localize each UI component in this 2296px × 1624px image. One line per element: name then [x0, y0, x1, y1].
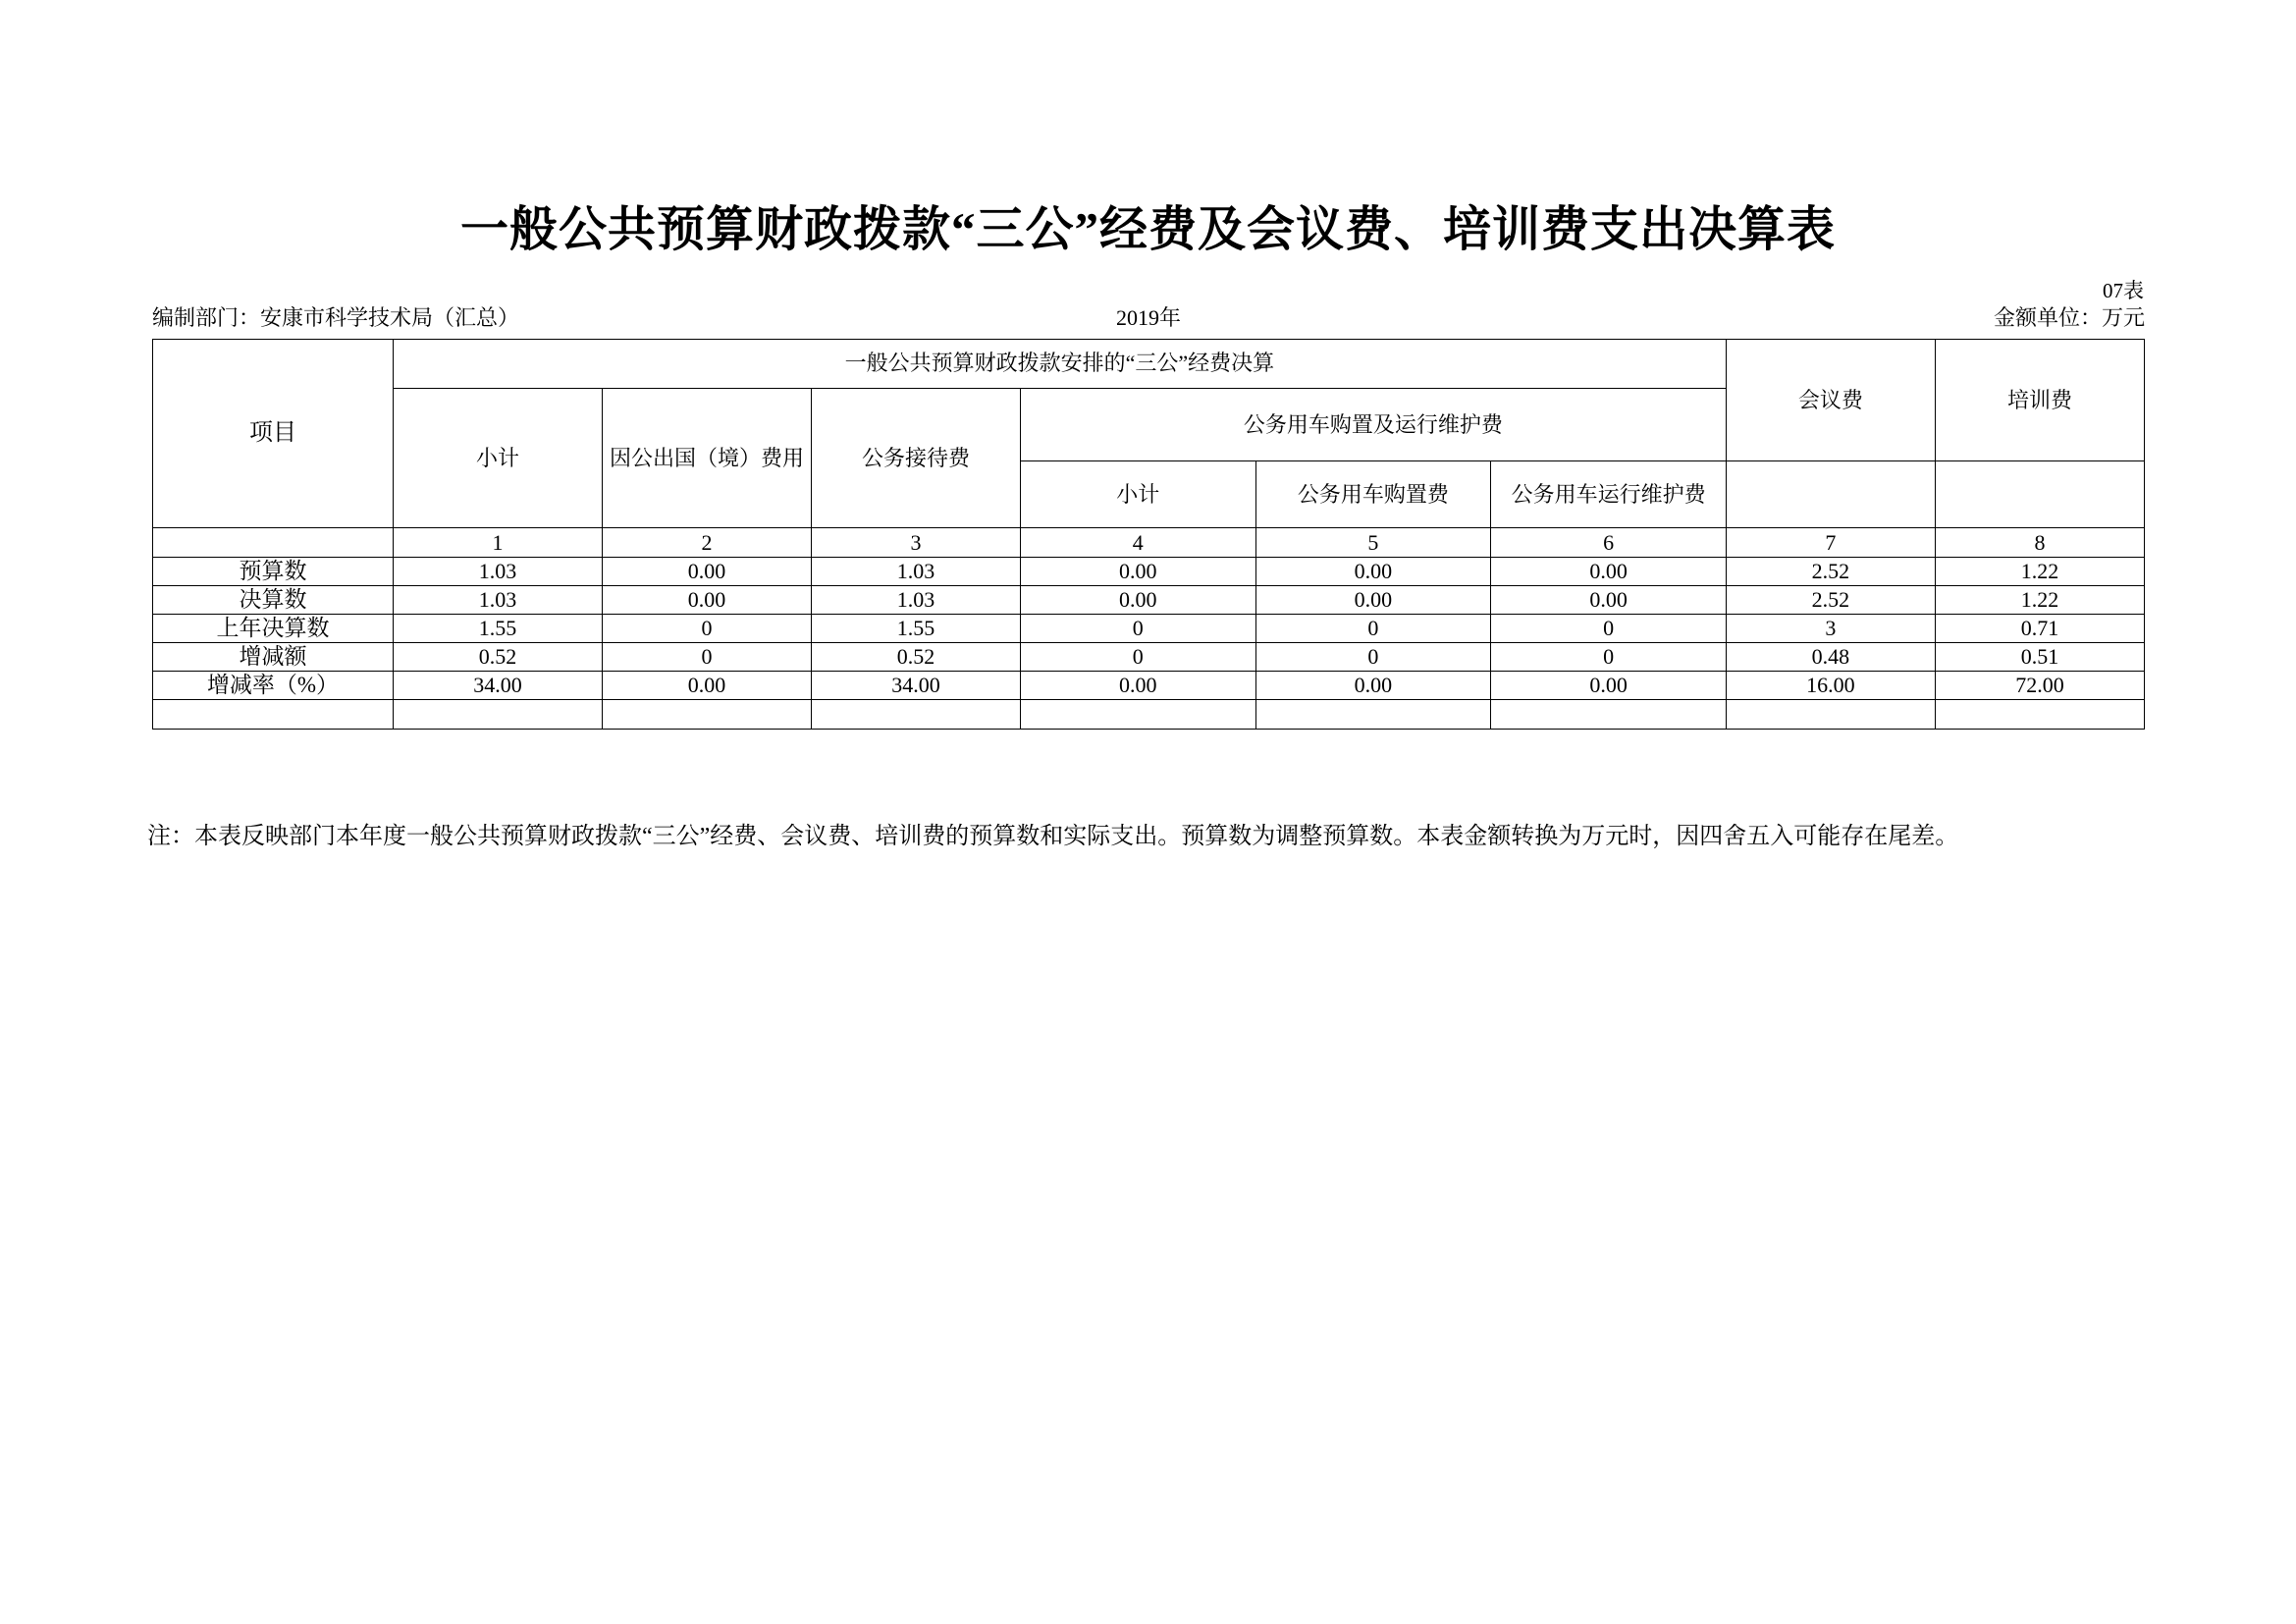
cell-rate-4: 0.00	[1020, 672, 1255, 700]
cell-rate-6: 0.00	[1491, 672, 1727, 700]
cell-budget-4: 0.00	[1020, 558, 1255, 586]
column-number-8: 8	[1935, 528, 2144, 558]
row-label-budget: 预算数	[153, 558, 394, 586]
cell-final-7: 2.52	[1726, 586, 1935, 615]
cell-budget-7: 2.52	[1726, 558, 1935, 586]
cell-budget-6: 0.00	[1491, 558, 1727, 586]
cell-final-4: 0.00	[1020, 586, 1255, 615]
row-label-change-rate: 增减率（%）	[153, 672, 394, 700]
column-number-blank	[153, 528, 394, 558]
cell-final-2: 0.00	[602, 586, 811, 615]
cell-change-1: 0.52	[393, 643, 602, 672]
cell-blank-8	[1935, 700, 2144, 730]
header-row-1	[153, 340, 2145, 389]
row-label-blank	[153, 700, 394, 730]
cell-rate-3: 34.00	[811, 672, 1020, 700]
three-public-expenditure-table	[152, 339, 2145, 730]
cell-rate-1: 34.00	[393, 672, 602, 700]
cell-lastyear-6: 0	[1491, 615, 1727, 643]
table-row	[153, 672, 2145, 700]
cell-budget-2: 0.00	[602, 558, 811, 586]
cell-change-5: 0	[1255, 643, 1491, 672]
table-row	[153, 558, 2145, 586]
header-three-public-group: 一般公共预算财政拨款安排的“三公”经费决算	[393, 340, 1726, 389]
header-reception-fee: 公务接待费	[811, 389, 1020, 528]
header-training-fee: 培训费	[1935, 340, 2144, 461]
header-abroad-fee: 因公出国（境）费用	[602, 389, 811, 528]
cell-budget-8: 1.22	[1935, 558, 2144, 586]
cell-blank-7	[1726, 700, 1935, 730]
amount-unit-label: 金额单位：万元	[1993, 305, 2145, 330]
cell-final-1: 1.03	[393, 586, 602, 615]
cell-budget-5: 0.00	[1255, 558, 1491, 586]
row-label-change-amount: 增减额	[153, 643, 394, 672]
header-meeting-fee: 会议费	[1726, 340, 1935, 461]
cell-lastyear-8: 0.71	[1935, 615, 2144, 643]
cell-final-5: 0.00	[1255, 586, 1491, 615]
header-vehicle-group: 公务用车购置及运行维护费	[1020, 389, 1726, 461]
cell-rate-5: 0.00	[1255, 672, 1491, 700]
table-note: 注：本表反映部门本年度一般公共预算财政拨款“三公”经费、会议费、培训费的预算数和实际支出。预算数为调整预算数。本表金额转换为万元时，因四舍五入可能存在尾差。	[147, 824, 1959, 849]
department-label: 编制部门：安康市科学技术局（汇总）	[152, 305, 520, 330]
table-row	[153, 700, 2145, 730]
cell-lastyear-4: 0	[1020, 615, 1255, 643]
table-row	[153, 586, 2145, 615]
table-row	[153, 643, 2145, 672]
sheet-number: 07表	[2103, 279, 2144, 302]
cell-change-8: 0.51	[1935, 643, 2144, 672]
cell-change-6: 0	[1491, 643, 1727, 672]
cell-final-3: 1.03	[811, 586, 1020, 615]
column-number-7: 7	[1726, 528, 1935, 558]
cell-lastyear-5: 0	[1255, 615, 1491, 643]
page-title: 一般公共预算财政拨款“三公”经费及会议费、培训费支出决算表	[459, 202, 1836, 256]
cell-blank-6	[1491, 700, 1727, 730]
header-vehicle-purchase: 公务用车购置费	[1255, 461, 1491, 528]
cell-lastyear-7: 3	[1726, 615, 1935, 643]
table-meta-row	[152, 301, 2145, 331]
table-row	[153, 615, 2145, 643]
cell-final-8: 1.22	[1935, 586, 2144, 615]
cell-lastyear-1: 1.55	[393, 615, 602, 643]
cell-rate-8: 72.00	[1935, 672, 2144, 700]
column-number-1: 1	[393, 528, 602, 558]
column-number-5: 5	[1255, 528, 1491, 558]
header-vehicle-maintenance: 公务用车运行维护费	[1491, 461, 1727, 528]
cell-budget-3: 1.03	[811, 558, 1020, 586]
cell-rate-2: 0.00	[602, 672, 811, 700]
cell-rate-7: 16.00	[1726, 672, 1935, 700]
cell-final-6: 0.00	[1491, 586, 1727, 615]
cell-blank-2	[602, 700, 811, 730]
cell-lastyear-3: 1.55	[811, 615, 1020, 643]
cell-change-3: 0.52	[811, 643, 1020, 672]
row-label-final: 决算数	[153, 586, 394, 615]
column-number-3: 3	[811, 528, 1020, 558]
cell-change-2: 0	[602, 643, 811, 672]
header-vehicle-subtotal: 小计	[1020, 461, 1255, 528]
header-training-fee-spacer	[1935, 461, 2144, 528]
cell-change-4: 0	[1020, 643, 1255, 672]
cell-blank-1	[393, 700, 602, 730]
column-number-4: 4	[1020, 528, 1255, 558]
year-label: 2019年	[1115, 305, 1181, 330]
cell-blank-4	[1020, 700, 1255, 730]
header-item-label: 项目	[153, 340, 394, 528]
column-number-6: 6	[1491, 528, 1727, 558]
cell-lastyear-2: 0	[602, 615, 811, 643]
cell-budget-1: 1.03	[393, 558, 602, 586]
row-label-last-year: 上年决算数	[153, 615, 394, 643]
cell-blank-3	[811, 700, 1020, 730]
header-subtotal: 小计	[393, 389, 602, 528]
column-number-row	[153, 528, 2145, 558]
column-number-2: 2	[602, 528, 811, 558]
header-meeting-fee-spacer	[1726, 461, 1935, 528]
cell-blank-5	[1255, 700, 1491, 730]
cell-change-7: 0.48	[1726, 643, 1935, 672]
